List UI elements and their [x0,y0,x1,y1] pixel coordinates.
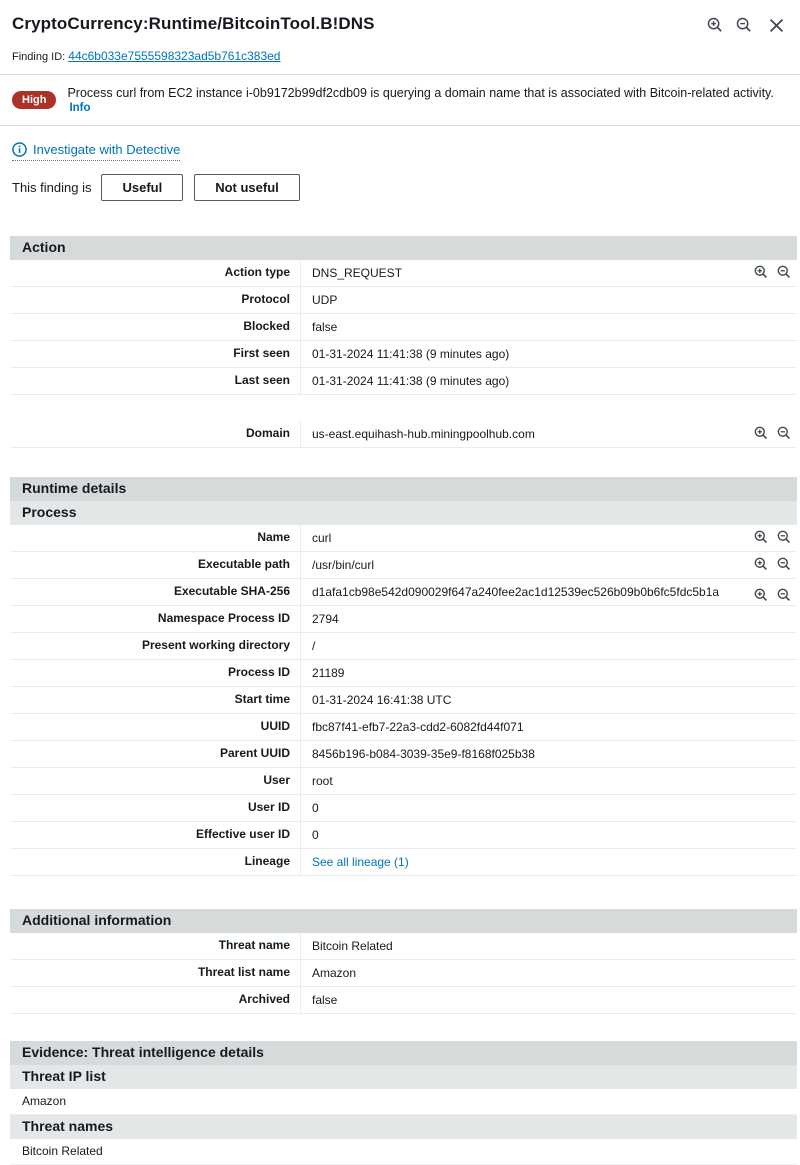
row-value: us-east.equihash-hub.miningpoolhub.com [300,421,739,447]
close-icon[interactable] [769,18,784,33]
finding-description [67,86,788,114]
row-label: Effective user ID [195,827,290,841]
row-label: Namespace Process ID [157,611,290,625]
severity-badge: High [12,91,56,109]
useful-button[interactable]: Useful [101,174,183,201]
table-row [10,421,797,448]
severity-strip [0,74,800,126]
row-value: /usr/bin/curl [300,552,739,578]
row-value: root [300,768,797,794]
row-label: User [263,773,290,787]
row-value [300,849,797,875]
row-label: Blocked [243,319,290,333]
table-row [10,368,797,395]
row-label: Domain [245,426,290,440]
row-value: 8456b196-b084-3039-35e9-f8168f025b38 [300,741,797,767]
zoom-out-icon[interactable] [777,588,791,602]
feedback-label: This finding is [12,180,92,195]
finding-header [0,0,800,63]
header-toolbar [707,17,784,33]
row-label: Start time [234,692,290,706]
row-value: 0 [300,822,797,848]
table-row [10,987,797,1014]
finding-id-label: Finding ID: [12,51,66,63]
investigate-with-detective-link[interactable] [12,142,180,161]
threat-names-header: Threat names [10,1115,797,1139]
additional-information-header: Additional information [10,909,797,933]
process-subsection-header: Process [10,501,797,525]
threat-ip-list-header: Threat IP list [10,1065,797,1089]
row-value: 01-31-2024 16:41:38 UTC [300,687,797,713]
zoom-in-icon[interactable] [707,17,723,33]
row-value: curl [300,525,739,551]
row-value: 0 [300,795,797,821]
runtime-details-section [10,477,797,876]
row-value: d1afa1cb98e542d090029f647a240fee2ac1d12539ec526b09b0b6fc5fdc5b1a [300,579,739,605]
finding-id-link[interactable]: 44c6b033e7555598323ad5b761c383ed [68,49,281,63]
table-row [10,341,797,368]
row-label: User ID [247,800,290,814]
table-row [10,552,797,579]
table-row [10,606,797,633]
table-row [10,822,797,849]
row-label: Protocol [241,292,290,306]
info-circle-icon [12,142,27,157]
row-label: Present working directory [141,638,290,652]
zoom-out-icon[interactable] [777,557,791,571]
row-value: DNS_REQUEST [300,260,739,286]
table-row [10,795,797,822]
threat-ip-list-value: Amazon [10,1089,797,1115]
row-value: UDP [300,287,797,313]
row-value: fbc87f41-efb7-22a3-cdd2-6082fd44f071 [300,714,797,740]
page-title: CryptoCurrency:Runtime/BitcoinTool.B!DNS [12,14,375,33]
evidence-section [10,1041,797,1165]
row-label: Process ID [227,665,290,679]
row-value: Bitcoin Related [300,933,797,959]
zoom-in-icon[interactable] [754,265,768,279]
zoom-in-icon[interactable] [754,557,768,571]
row-value: Amazon [300,960,797,986]
table-row [10,768,797,795]
action-section [10,236,797,448]
row-value: 01-31-2024 11:41:38 (9 minutes ago) [300,368,797,394]
table-row [10,314,797,341]
row-label: UUID [260,719,290,733]
table-row [10,579,797,606]
row-value: 2794 [300,606,797,632]
table-row [10,849,797,876]
additional-information-section [10,909,797,1014]
row-value: 01-31-2024 11:41:38 (9 minutes ago) [300,341,797,367]
row-value: false [300,314,797,340]
row-label: Parent UUID [219,746,290,760]
table-row [10,525,797,552]
table-row [10,933,797,960]
evidence-section-header: Evidence: Threat intelligence details [10,1041,797,1065]
table-row [10,260,797,287]
see-all-lineage-link[interactable]: See all lineage (1) [312,855,409,869]
row-value: false [300,987,797,1013]
zoom-out-icon[interactable] [736,17,752,33]
table-row [10,714,797,741]
info-link[interactable]: Info [69,102,91,114]
row-label: Name [257,530,290,544]
zoom-in-icon[interactable] [754,426,768,440]
runtime-details-header: Runtime details [10,477,797,501]
row-label: Threat name [218,938,290,952]
row-label: First seen [233,346,290,360]
row-spacer [10,395,797,421]
row-label: Archived [238,992,290,1006]
finding-description-text: Process curl from EC2 instance i-0b9172b99df2cdb09 is querying a domain name that is associated with Bitcoin-related activity. [67,86,774,100]
table-row [10,960,797,987]
table-row [10,660,797,687]
zoom-out-icon[interactable] [777,530,791,544]
row-label: Executable SHA-256 [173,584,290,598]
row-label: Executable path [197,557,290,571]
zoom-in-icon[interactable] [754,530,768,544]
row-label: Last seen [234,373,290,387]
zoom-out-icon[interactable] [777,265,791,279]
investigate-label: Investigate with Detective [33,142,181,157]
action-section-header: Action [10,236,797,260]
table-row [10,687,797,714]
row-label: Action type [224,265,290,279]
row-label: Threat list name [197,965,290,979]
not-useful-button[interactable]: Not useful [194,174,300,201]
threat-names-value: Bitcoin Related [10,1139,797,1165]
table-row [10,633,797,660]
table-row [10,741,797,768]
zoom-in-icon[interactable] [754,588,768,602]
row-value: / [300,633,797,659]
row-label: Lineage [244,854,290,868]
row-value: 21189 [300,660,797,686]
zoom-out-icon[interactable] [777,426,791,440]
table-row [10,287,797,314]
